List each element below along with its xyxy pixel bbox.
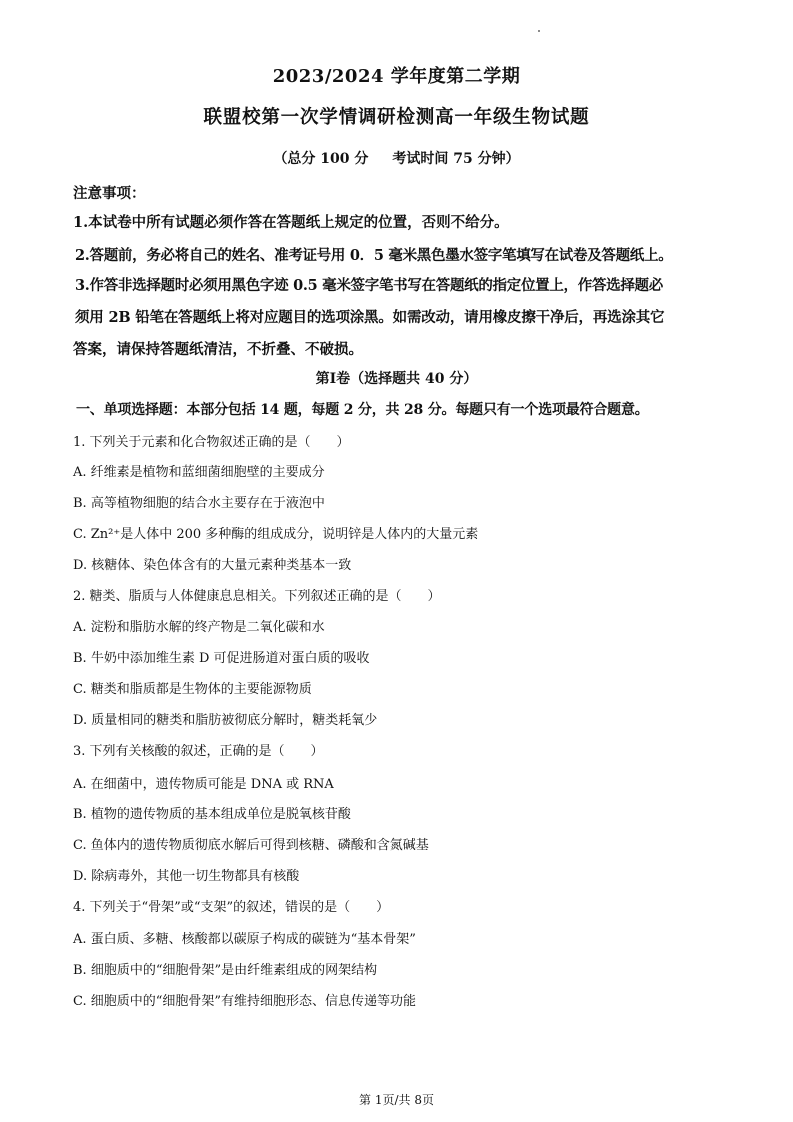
- title-exam: 联盟校第一次学情调研检测高一年级生物试题: [203, 107, 590, 128]
- question-3-option-b: B. 植物的遗传物质的基本组成单位是脱氧核苷酸: [73, 807, 351, 822]
- section-title: 第Ⅰ卷（选择题共 40 分）: [315, 371, 478, 387]
- exam-meta: [0, 148, 793, 168]
- title-term: 2023/2024 学年度第二学期: [272, 66, 521, 87]
- question-2-option-c: C. 糖类和脂质都是生物体的主要能源物质: [73, 682, 312, 697]
- notice-line-4: 须用 2B 铅笔在答题纸上将对应题目的选项涂黑。如需改动，请用橡皮擦干净后，再选涂其它: [75, 309, 665, 326]
- notice-line-2: 2.答题前，务必将自己的姓名、准考证号用 0．5 毫米黑色墨水签字笔填写在试卷及答题纸上。: [75, 247, 673, 264]
- question-4-option-b: B. 细胞质中的“细胞骨架”是由纤维素组成的网架结构: [73, 963, 378, 978]
- notice-line-5: 答案，请保持答题纸清洁，不折叠、不破损。: [73, 341, 363, 358]
- question-1-option-c: C. Zn²⁺是人体中 200 多种酶的组成成分，说明锌是人体内的大量元素: [73, 527, 479, 542]
- notice-heading: 注意事项：: [73, 185, 146, 202]
- notice-line-1: 1.本试卷中所有试题必须作答在答题纸上规定的位置，否则不给分。: [73, 214, 509, 231]
- question-2-option-b: B. 牛奶中添加维生素 D 可促进肠道对蛋白质的吸收: [73, 651, 370, 666]
- question-1-stem: 1. 下列关于元素和化合物叙述正确的是（ ）: [73, 435, 350, 450]
- question-4-option-a: A. 蛋白质、多糖、核酸都以碳原子构成的碳链为“基本骨架”: [73, 932, 416, 947]
- question-1-option-a: A. 纤维素是植物和蓝细菌细胞壁的主要成分: [73, 465, 325, 480]
- question-3-option-d: D. 除病毒外，其他一切生物都具有核酸: [73, 869, 300, 884]
- question-2-stem: 2. 糖类、脂质与人体健康息息相关。下列叙述正确的是（ ）: [73, 589, 441, 604]
- question-4-option-c: C. 细胞质中的“细胞骨架”有维持细胞形态、信息传递等功能: [73, 994, 417, 1009]
- question-3-option-a: A. 在细菌中，遗传物质可能是 DNA 或 RNA: [73, 777, 334, 792]
- question-2-option-d: D. 质量相同的糖类和脂肪被彻底分解时，糖类耗氧少: [73, 713, 378, 728]
- question-2-option-a: A. 淀粉和脂肪水解的终产物是二氧化碳和水: [73, 620, 325, 635]
- question-4-stem: 4. 下列关于“骨架”或“支架”的叙述，错误的是（ ）: [73, 900, 390, 915]
- question-3-option-c: C. 鱼体内的遗传物质彻底水解后可得到核糖、磷酸和含氮碱基: [73, 838, 429, 853]
- page-number: 第 1页/共 8页: [359, 1093, 434, 1107]
- question-1-option-b: B. 高等植物细胞的结合水主要存在于液泡中: [73, 496, 325, 511]
- exam-time: 考试时间 75 分钟）: [392, 151, 520, 167]
- notice-line-3: 3.作答非选择题时必须用黑色字迹 0.5 毫米签字笔书写在答题纸的指定位置上，作答选择题必: [75, 277, 663, 294]
- total-score: （总分 100 分: [273, 151, 369, 167]
- question-3-stem: 3. 下列有关核酸的叙述，正确的是（ ）: [73, 744, 324, 759]
- section-instruction: 一、单项选择题：本部分包括 14 题，每题 2 分，共 28 分。每题只有一个选项最符合题意。: [76, 402, 649, 418]
- question-1-option-d: D. 核糖体、染色体含有的大量元素种类基本一致: [73, 558, 352, 573]
- scan-dot: [538, 30, 540, 32]
